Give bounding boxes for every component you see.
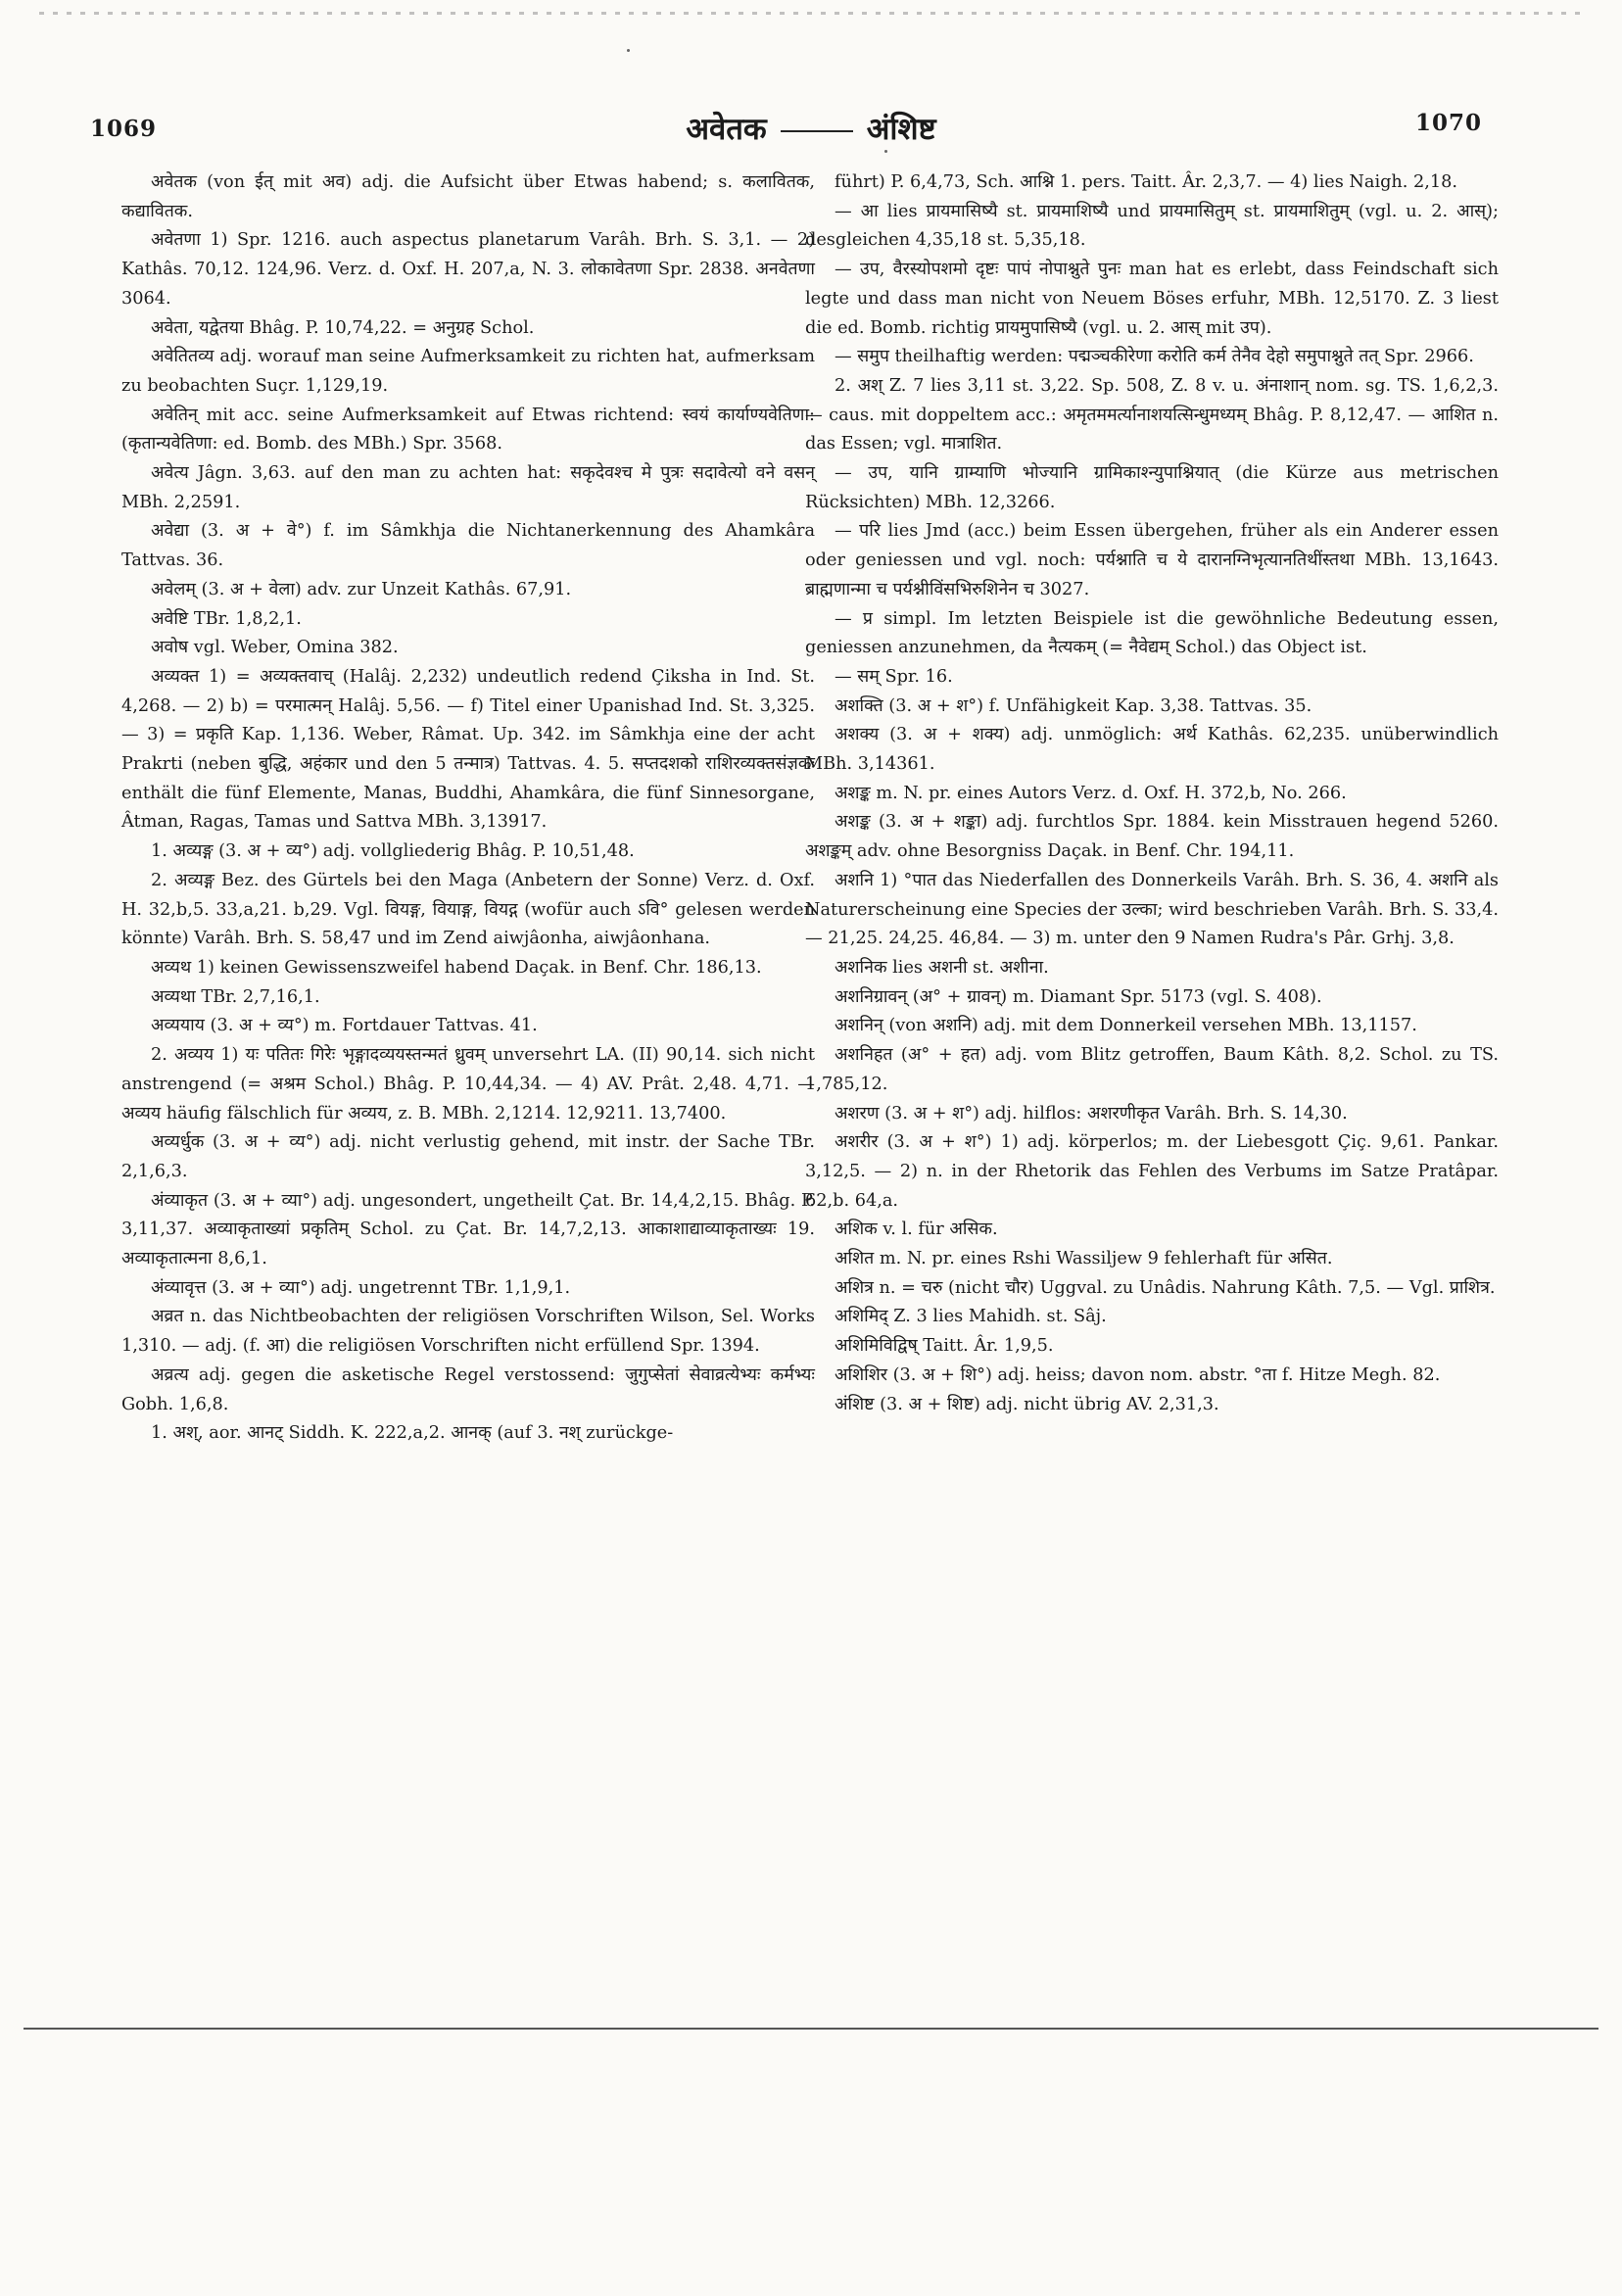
bottom-rule <box>24 2028 1598 2030</box>
dictionary-entry: 1. अव्यङ्ग (3. अ + व्य°) adj. vollgliederig Bhâg. P. 10,51,48. <box>151 841 635 862</box>
running-head <box>0 108 1622 157</box>
dictionary-entry: अव्यर्धुक (3. अ + व्य°) adj. nicht verlustig gehend, mit instr. der Sache TBr. 2,1,6,3. <box>121 1132 815 1181</box>
dictionary-entry: अशिमिविद्विष् Taitt. Âr. 1,9,5. <box>835 1336 1054 1357</box>
dictionary-entry: अव्यथा TBr. 2,7,16,1. <box>151 986 320 1007</box>
scan-speck <box>627 49 630 52</box>
dictionary-entry: अशनि 1) °पात das Niederfallen des Donnerkeils Varâh. Brh. S. 36, 4. अशनि als Naturerscheinung eine Species der उल्का; wird beschrieben Varâh. Brh. S. 33,4. — 21,25. 24,25. 46,84. — 3) m. unter den 9 Namen Rudra's Pâr. Grhj. 3,8. <box>805 870 1499 949</box>
dictionary-entry: अशक्ति (3. अ + श°) f. Unfähigkeit Kap. 3,38. Tattvas. 35. <box>835 695 1312 716</box>
dictionary-entry: अवोष vgl. Weber, Omina 382. <box>151 638 399 658</box>
dictionary-entry: अशिशिर (3. अ + शि°) adj. heiss; davon nom. abstr. °ता f. Hitze Megh. 82. <box>835 1364 1441 1385</box>
dictionary-entry: अंव्याकृत (3. अ + व्या°) adj. ungesondert, ungetheilt Çat. Br. 14,4,2,15. Bhâg. P. 3,11,37. अव्याकृताख्यां प्रकृतिम् Schol. zu Çat. Br. 14,7,2,13. आकाशाद्याव्याकृताख्यः 19. अव्याकृतात्मना 8,6,1. <box>121 1190 815 1269</box>
dictionary-entry: अशङ्क (3. अ + शङ्का) adj. furchtlos Spr. 1884. kein Misstrauen hegend 5260. अशङ्कम् adv. ohne Besorgniss Daçak. in Benf. Chr. 194,11. <box>805 812 1499 862</box>
dictionary-entry: अशक्य (3. अ + शक्य) adj. unmöglich: अर्थ Kathâs. 62,235. unüberwindlich MBh. 3,14361. <box>805 725 1499 775</box>
dictionary-entry: अव्यक्त 1) = अव्यक्तवाच् (Halâj. 2,232) undeutlich redend Çiksha in Ind. St. 4,268. — 2) b) = परमात्मन् Halâj. 5,56. — f) Titel einer Upanishad Ind. St. 3,325. — 3) = प्रकृति Kap. 1,136. Weber, Râmat. Up. 342. im Sâmkhja eine der acht Prakrti (neben बुद्धि, अहंकार und den 5 तन्मात्र) Tattvas. 4. 5. सप्तदशको राशिरव्यक्तसंज्ञकः enthält die fünf Elemente, Manas, Buddhi, Ahamkâra, die fünf Sinnesorgane, Âtman, Ragas, Tamas und Sattva MBh. 3,13917. <box>121 666 815 833</box>
page-number-left: 1069 <box>90 116 158 142</box>
dictionary-entry: अवेता, यद्वेतया Bhâg. P. 10,74,22. = अनुग्रह Schol. <box>151 317 535 338</box>
dictionary-entry: अवेतितव्य adj. worauf man seine Aufmerksamkeit zu richten hat, aufmerksam zu beobachten Suçr. 1,129,19. <box>121 347 815 396</box>
scan-edge-artifact <box>39 12 1583 15</box>
dictionary-entry: 1. अश्, aor. आनट् Siddh. K. 222,a,2. आनक् (auf 3. नश् zurückge- <box>151 1423 674 1444</box>
dictionary-entry: अशित्र n. = चरु (nicht चौर) Uggval. zu Unâdis. Nahrung Kâth. 7,5. — Vgl. प्राशित्र. <box>835 1277 1496 1298</box>
dictionary-entry: — उप, वैरस्योपशमो दृष्टः पापं नोपाश्नुते पुनः man hat es erlebt, dass Feindschaft sich legte und dass man nicht von Neuem Böses erfuhr, MBh. 12,5170. Z. 3 liest die ed. Bomb. richtig प्रायमुपासिष्यै (vgl. u. 2. आस् mit उप). <box>805 260 1499 338</box>
headword-dash <box>781 130 853 132</box>
dictionary-entry: अशरीर (3. अ + श°) 1) adj. körperlos; m. der Liebesgott Çiç. 9,61. Pankar. 3,12,5. — 2) n. in der Rhetorik das Fehlen des Verbums im Satze Pratâpar. 62,b. 64,a. <box>805 1132 1499 1211</box>
dictionary-entry: अशनिग्रावन् (अ° + ग्रावन्) m. Diamant Spr. 5173 (vgl. S. 408). <box>835 986 1322 1007</box>
dictionary-entry: अशनिन् (von अशनि) adj. mit dem Donnerkeil versehen MBh. 13,1157. <box>835 1016 1417 1036</box>
headword-right: अंशिष्ट <box>866 112 936 147</box>
dictionary-entry: — परि lies Jmd (acc.) beim Essen übergehen, früher als ein Anderer essen oder geniessen und vgl. noch: पर्यश्नाति च ये दारानग्निभृत्यानतिथींस्तथा MBh. 13,1643. ब्राह्मणान्मा च पर्यश्नीविंसभिरुशिनेन च 3027. <box>805 521 1499 599</box>
dictionary-entry: 2. अश् Z. 7 lies 3,11 st. 3,22. Sp. 508, Z. 8 v. u. अंनाशान् nom. sg. TS. 1,6,2,3. — caus. mit doppeltem acc.: अमृतममर्त्यानाशयत्सिन्धुमध्यम् Bhâg. P. 8,12,47. — आशित n. das Essen; vgl. मात्राशित. <box>805 375 1499 454</box>
dictionary-entry: अंव्यावृत्त (3. अ + व्या°) adj. ungetrennt TBr. 1,1,9,1. <box>151 1277 571 1298</box>
dictionary-entry: अशङ्क m. N. pr. eines Autors Verz. d. Oxf. H. 372,b, No. 266. <box>835 783 1347 803</box>
dictionary-entry: — प्र simpl. Im letzten Beispiele ist die gewöhnliche Bedeutung essen, geniessen anzunehmen, da नैत्यकम् (= नैवेद्यम् Schol.) das Object ist. <box>805 608 1499 658</box>
left-column <box>121 168 815 1449</box>
dictionary-entry: 2. अव्यङ्ग Bez. des Gürtels bei den Maga (Anbetern der Sonne) Verz. d. Oxf. H. 32,b,5. 33,a,21. b,29. Vgl. वियङ्ग, वियाङ्ग, वियद्ग (wofür auch ऽवि° gelesen werden könnte) Varâh. Brh. S. 58,47 und im Zend aiwjâonha, aiwjâonhana. <box>121 870 815 949</box>
dictionary-entry: — समुप theilhaftig werden: पद्मञ्चकीरेणा करोति कर्म तेनैव देहो समुपाश्नुते तत् Spr. 2966. <box>835 347 1474 367</box>
dictionary-entry: अशनिक lies अशनी st. अशीना. <box>835 957 1049 978</box>
page-number-right: 1070 <box>1414 110 1482 136</box>
dictionary-entry: अशिमिद् Z. 3 lies Mahidh. st. Sâj. <box>835 1307 1107 1327</box>
dictionary-entry: अवेतक (von ईत् mit अव) adj. die Aufsicht über Etwas habend; s. कलावितक, कद्यावितक. <box>121 172 815 221</box>
headword-left: अवेतक <box>686 112 767 147</box>
dictionary-entry: अव्यथ 1) keinen Gewissenszweifel habend Daçak. in Benf. Chr. 186,13. <box>151 957 762 978</box>
dictionary-entry: अव्ययाय (3. अ + व्य°) m. Fortdauer Tattvas. 41. <box>151 1016 538 1036</box>
dictionary-entry: 2. अव्यय 1) यः पतितः गिरेः भृङ्गादव्ययस्तन्मतं ध्रुवम् unversehrt LA. (II) 90,14. sich nicht anstrengend (= अश्रम Schol.) Bhâg. P. 10,44,34. — 4) AV. Prât. 2,48. 4,71. — अव्यय häufig fälschlich für अव्यय, z. B. MBh. 2,1214. 12,9211. 13,7400. <box>121 1045 815 1124</box>
dictionary-entry: अशनिहत (अ° + हत) adj. vom Blitz getroffen, Baum Kâth. 8,2. Schol. zu TS. 1,785,12. <box>805 1045 1499 1094</box>
dictionary-entry: अंशिष्ट (3. अ + शिष्ट) adj. nicht übrig AV. 2,31,3. <box>835 1394 1219 1414</box>
dictionary-entry: अशिक v. l. für असिक. <box>835 1220 998 1240</box>
dictionary-entry: अशित m. N. pr. eines Rshi Wassiljew 9 fehlerhaft für असित. <box>835 1249 1333 1269</box>
dictionary-entry: अव्रत्य adj. gegen die asketische Regel verstossend: जुगुप्सेतां सेवाव्रत्येभ्यः कर्मभ्यः Gobh. 1,6,8. <box>121 1364 815 1414</box>
dictionary-entry: अव्रत n. das Nichtbeobachten der religiösen Vorschriften Wilson, Sel. Works 1,310. — adj. (f. आ) die religiösen Vorschriften nicht erfüllend Spr. 1394. <box>121 1307 815 1357</box>
dictionary-entry: अवेतिन् mit acc. seine Aufmerksamkeit auf Etwas richtend: स्वयं कार्याण्यवेतिणा: (कृतान्यवेतिणा: ed. Bomb. des MBh.) Spr. 3568. <box>121 405 815 454</box>
dictionary-entry: führt) P. 6,4,73, Sch. आश्नि 1. pers. Taitt. Âr. 2,3,7. — 4) lies Naigh. 2,18. <box>835 172 1458 192</box>
dictionary-entry: अवेत्य Jâgn. 3,63. auf den man zu achten hat: सकृदेवश्च मे पुत्रः सदावेत्यो वने वसन् MBh. 2,2591. <box>121 463 815 512</box>
dictionary-entry: — आ lies प्रायमासिष्यै st. प्रायमाशिष्यै und प्रायमासितुम् st. प्रायमाशितुम् (vgl. u. 2. आस्); desgleichen 4,35,18 st. 5,35,18. <box>805 201 1499 251</box>
dictionary-entry: — उप, यानि ग्राम्याणि भोज्यानि ग्रामिकाश्न्युपाश्नियात् (die Kürze aus metrischen Rücksichten) MBh. 12,3266. <box>805 463 1499 512</box>
dictionary-entry: अवेलम् (3. अ + वेला) adv. zur Unzeit Kathâs. 67,91. <box>151 579 572 599</box>
right-column <box>805 168 1499 1419</box>
dictionary-entry: अवेतणा 1) Spr. 1216. auch aspectus planetarum Varâh. Brh. S. 3,1. — 2) Kathâs. 70,12. 124,96. Verz. d. Oxf. H. 207,a, N. 3. लोकावेतणा Spr. 2838. अनवेतणा 3064. <box>121 230 815 309</box>
dictionary-entry: अवेद्या (3. अ + वे°) f. im Sâmkhja die Nichtanerkennung des Ahamkâra Tattvas. 36. <box>121 521 815 571</box>
dictionary-entry: अवेष्टि TBr. 1,8,2,1. <box>151 608 302 629</box>
dictionary-entry: अशरण (3. अ + श°) adj. hilflos: अशरणीकृत Varâh. Brh. S. 14,30. <box>835 1103 1348 1124</box>
dictionary-entry: — सम् Spr. 16. <box>835 666 953 687</box>
running-headwords <box>0 108 1622 149</box>
